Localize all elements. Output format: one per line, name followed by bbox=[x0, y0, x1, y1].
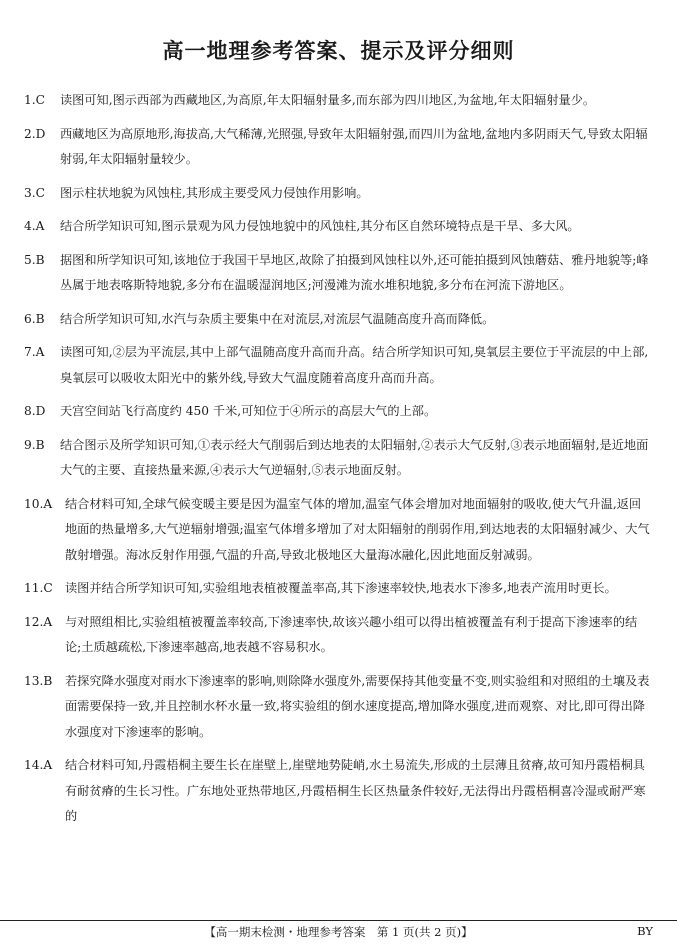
answer-explanation: 结合所学知识可知,图示景观为风力侵蚀地貌中的风蚀柱,其分布区自然环境特点是干旱、多大风。 bbox=[60, 219, 580, 233]
answer-item bbox=[24, 340, 653, 391]
footer-code: BY bbox=[637, 924, 653, 938]
answer-item bbox=[24, 248, 653, 299]
answer-item bbox=[24, 492, 653, 569]
answer-number: 2.D bbox=[24, 126, 46, 141]
answer-number: 7.A bbox=[24, 345, 45, 359]
answer-item bbox=[24, 753, 653, 830]
footer-page-info: 【高一期末检测・地理参考答案 第 1 页(共 2 页)】 bbox=[204, 925, 473, 939]
answer-item bbox=[24, 214, 653, 240]
answer-explanation: 据图和所学知识可知,该地位于我国干旱地区,故除了拍摄到风蚀柱以外,还可能拍摄到风蚀蘑菇、雅丹地貌等;峰丛属于地表喀斯特地貌,多分布在温暖湿润地区;河漫滩为流水堆积地貌,多分布在河流下游地区。 bbox=[60, 252, 649, 292]
answer-item bbox=[24, 122, 653, 173]
answer-number: 8.D bbox=[24, 404, 46, 418]
answer-number: 9.B bbox=[24, 437, 45, 452]
answer-explanation: 若探究降水强度对雨水下渗速率的影响,则除降水强度外,需要保持其他变量不变,则实验组和对照组的土壤及表面需要保持一致,并且控制水杯水量一致,将实验组的倒水速度提高,增加降水强度,进而观察、对比,即可得出降水强度对下渗速率的影响。 bbox=[65, 673, 650, 739]
answer-number: 12.A bbox=[24, 614, 53, 629]
answer-explanation: 读图可知,图示西部为西藏地区,为高原,年太阳辐射量多,而东部为四川地区,为盆地,年太阳辐射量少。 bbox=[60, 93, 596, 107]
answer-list bbox=[24, 88, 653, 838]
answer-explanation: 结合材料可知,全球气候变暖主要是因为温室气体的增加,温室气体会增加对地面辐射的吸收,使大气升温,返回地面的热量增多,大气逆辐射增强;温室气体增多增加了对太阳辐射的削弱作用,到达地表的太阳辐射减少、大气散射增强。海冰反射作用强,气温的升高,导致北极地区大量海冰融化,因此地面反射减弱。 bbox=[65, 496, 650, 562]
answer-number: 4.A bbox=[24, 219, 45, 233]
page-footer bbox=[0, 920, 677, 941]
answer-item bbox=[24, 307, 653, 333]
page-title: 高一地理参考答案、提示及评分细则 bbox=[162, 39, 515, 63]
answer-number: 13.B bbox=[24, 673, 53, 688]
answer-explanation: 天宫空间站飞行高度约 450 千米,可知位于④所示的高层大气的上部。 bbox=[60, 404, 437, 418]
answer-number: 5.B bbox=[24, 252, 45, 267]
answer-explanation: 读图可知,②层为平流层,其中上部气温随高度升高而升高。结合所学知识可知,臭氧层主要位于平流层的中上部,臭氧层可以吸收太阳光中的紫外线,导致大气温度随着高度升高而升高。 bbox=[60, 345, 649, 385]
answer-explanation: 西藏地区为高原地形,海拔高,大气稀薄,光照强,导致年太阳辐射强,而四川为盆地,盆地内多阴雨天气,导致太阳辐射弱,年太阳辐射量较少。 bbox=[60, 126, 648, 166]
answer-explanation: 结合图示及所学知识可知,①表示经大气削弱后到达地表的太阳辐射,②表示大气反射,③表示地面辐射,是近地面大气的主要、直接热量来源,④表示大气逆辐射,⑤表示地面反射。 bbox=[60, 437, 649, 477]
answer-item bbox=[24, 399, 653, 425]
answer-explanation: 图示柱状地貌为风蚀柱,其形成主要受风力侵蚀作用影响。 bbox=[60, 185, 369, 200]
answer-number: 11.C bbox=[24, 581, 53, 595]
answer-item bbox=[24, 576, 653, 602]
answer-item bbox=[24, 669, 653, 746]
answer-item bbox=[24, 181, 653, 207]
answer-number: 10.A bbox=[24, 496, 53, 511]
answer-item bbox=[24, 433, 653, 484]
answer-number: 3.C bbox=[24, 185, 45, 200]
answer-explanation: 结合材料可知,丹霞梧桐主要生长在崖壁上,崖壁地势陡峭,水土易流失,形成的土层薄且贫瘠,故可知丹霞梧桐具有耐贫瘠的生长习性。广东地处亚热带地区,丹霞梧桐生长区热量条件较好,无法得出丹霞梧桐喜冷湿或耐严寒的 bbox=[65, 758, 646, 823]
answer-explanation: 与对照组相比,实验组植被覆盖率较高,下渗速率快,故该兴趣小组可以得出植被覆盖有利于提高下渗速率的结论;土质越疏松,下渗速率越高,地表越不容易积水。 bbox=[65, 614, 638, 654]
answer-number: 14.A bbox=[24, 758, 53, 772]
answer-item bbox=[24, 88, 653, 114]
answer-number: 6.B bbox=[24, 311, 45, 326]
answer-item bbox=[24, 610, 653, 661]
answer-explanation: 读图并结合所学知识可知,实验组地表植被覆盖率高,其下渗速率较快,地表水下渗多,地表产流用时更长。 bbox=[65, 581, 617, 595]
answer-number: 1.C bbox=[24, 93, 45, 107]
answer-explanation: 结合所学知识可知,水汽与杂质主要集中在对流层,对流层气温随高度升高而降低。 bbox=[60, 311, 495, 326]
